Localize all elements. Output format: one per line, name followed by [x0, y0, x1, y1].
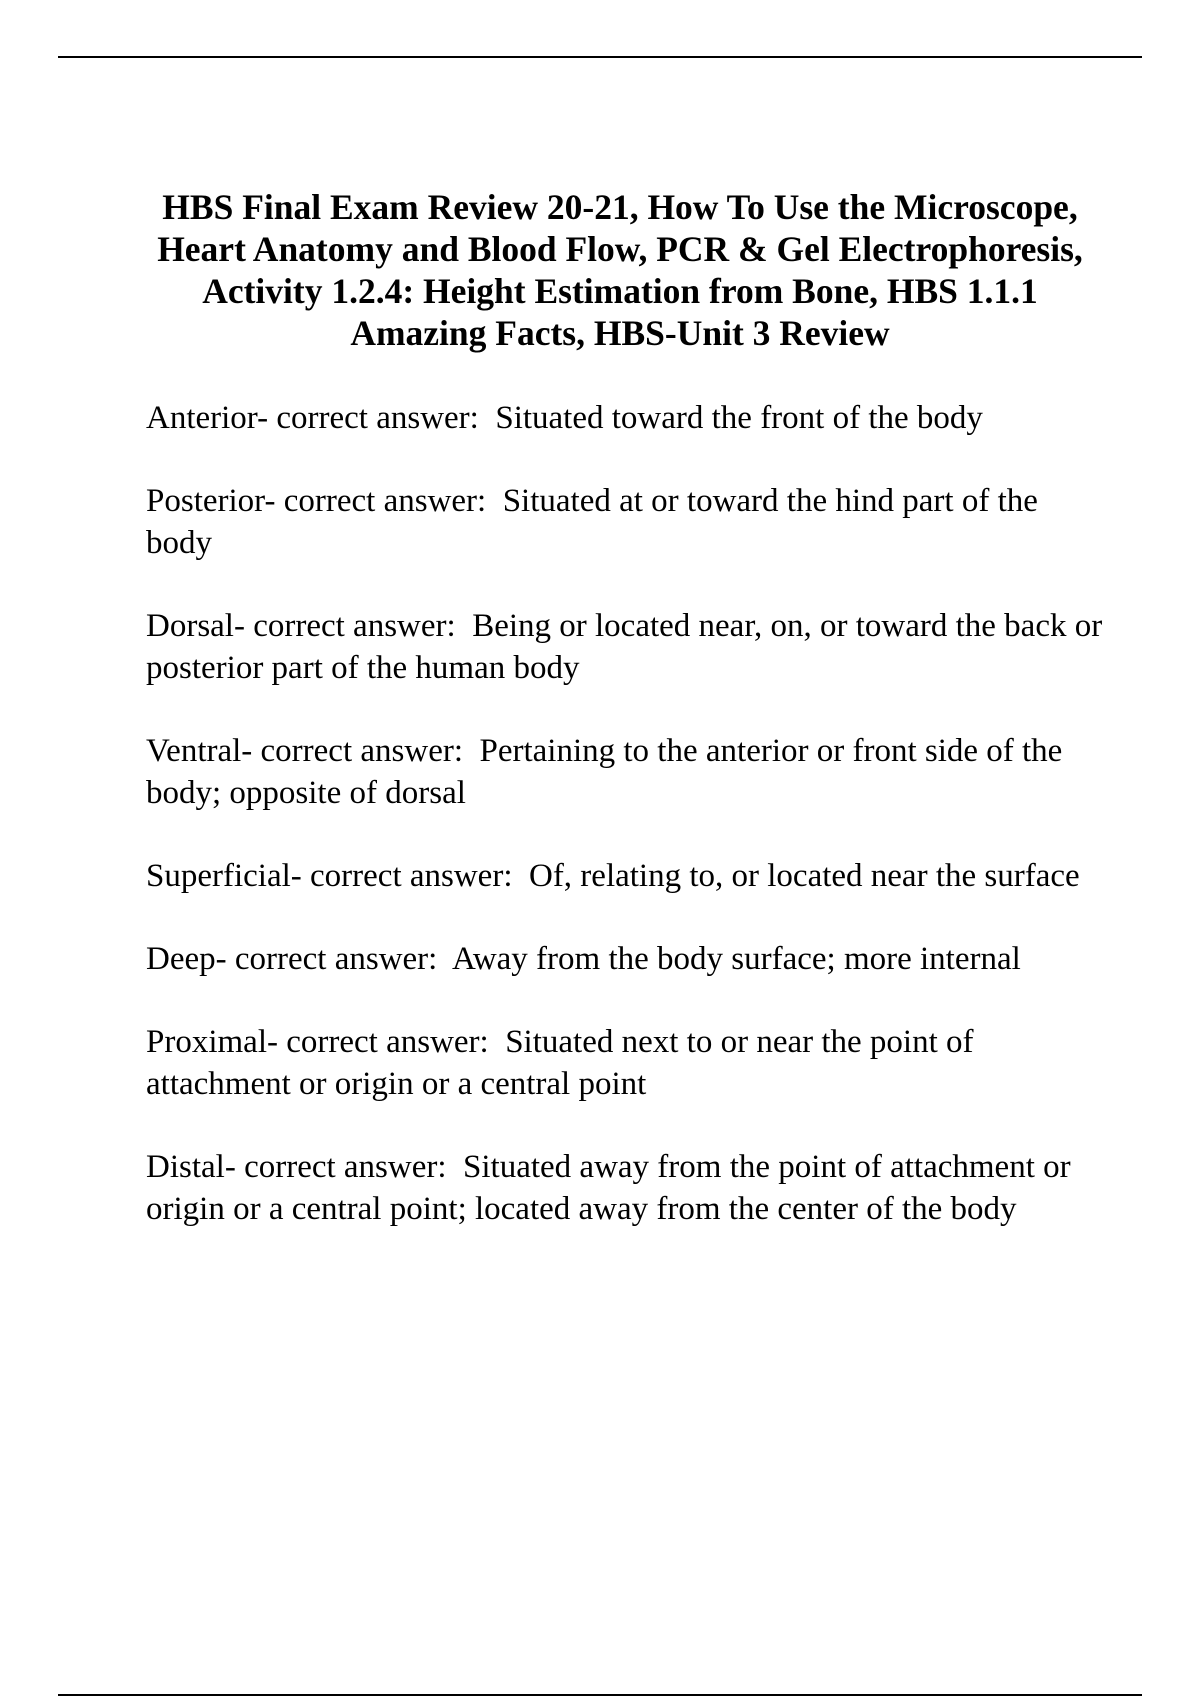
list-item	[146, 397, 1106, 439]
term: Posterior	[146, 483, 265, 519]
document-title: HBS Final Exam Review 20-21, How To Use the Microscope, Heart Anatomy and Blood Flow, PCR & Gel Electrophoresis, Activity 1.2.4: Height Estimation from Bone, HBS 1.1.1 Amazing Facts, HBS-Unit 3 Review	[157, 187, 1083, 353]
answer-label: - correct answer:	[233, 608, 473, 644]
definition: Situated at or toward the hind part of the body	[146, 483, 1038, 561]
answer-label: - correct answer:	[241, 733, 480, 769]
answer-label: - correct answer:	[224, 1149, 464, 1185]
term: Superficial	[146, 858, 291, 894]
term-definition-list	[146, 397, 1106, 1271]
list-item	[146, 730, 1106, 814]
list-item	[146, 855, 1106, 897]
answer-label: - correct answer:	[267, 1024, 506, 1060]
term: Distal	[146, 1149, 225, 1185]
list-item	[146, 938, 1106, 980]
list-item	[146, 1146, 1106, 1230]
term: Dorsal	[146, 608, 234, 644]
bottom-divider	[58, 1694, 1142, 1696]
term: Deep	[146, 941, 216, 977]
answer-label: - correct answer:	[257, 400, 496, 436]
list-item	[146, 480, 1106, 564]
definition: Pertaining to the anterior or front side of the body; opposite of dorsal	[146, 733, 1063, 811]
term: Anterior	[146, 400, 258, 436]
definition: Away from the body surface; more internal	[452, 941, 1021, 977]
answer-label: - correct answer:	[264, 483, 503, 519]
definition: Situated next to or near the point of attachment or origin or a central point	[146, 1024, 974, 1102]
list-item	[146, 1021, 1106, 1105]
definition: Situated toward the front of the body	[495, 400, 983, 436]
definition: Situated away from the point of attachment or origin or a central point; located away from the center of the body	[146, 1149, 1071, 1227]
term: Ventral	[146, 733, 242, 769]
answer-label: - correct answer:	[215, 941, 453, 977]
definition: Being or located near, on, or toward the back or posterior part of the human body	[146, 608, 1103, 686]
definition: Of, relating to, or located near the surface	[528, 858, 1080, 894]
list-item	[146, 605, 1106, 689]
answer-label: - correct answer:	[290, 858, 529, 894]
term: Proximal	[146, 1024, 267, 1060]
top-divider	[58, 56, 1142, 58]
